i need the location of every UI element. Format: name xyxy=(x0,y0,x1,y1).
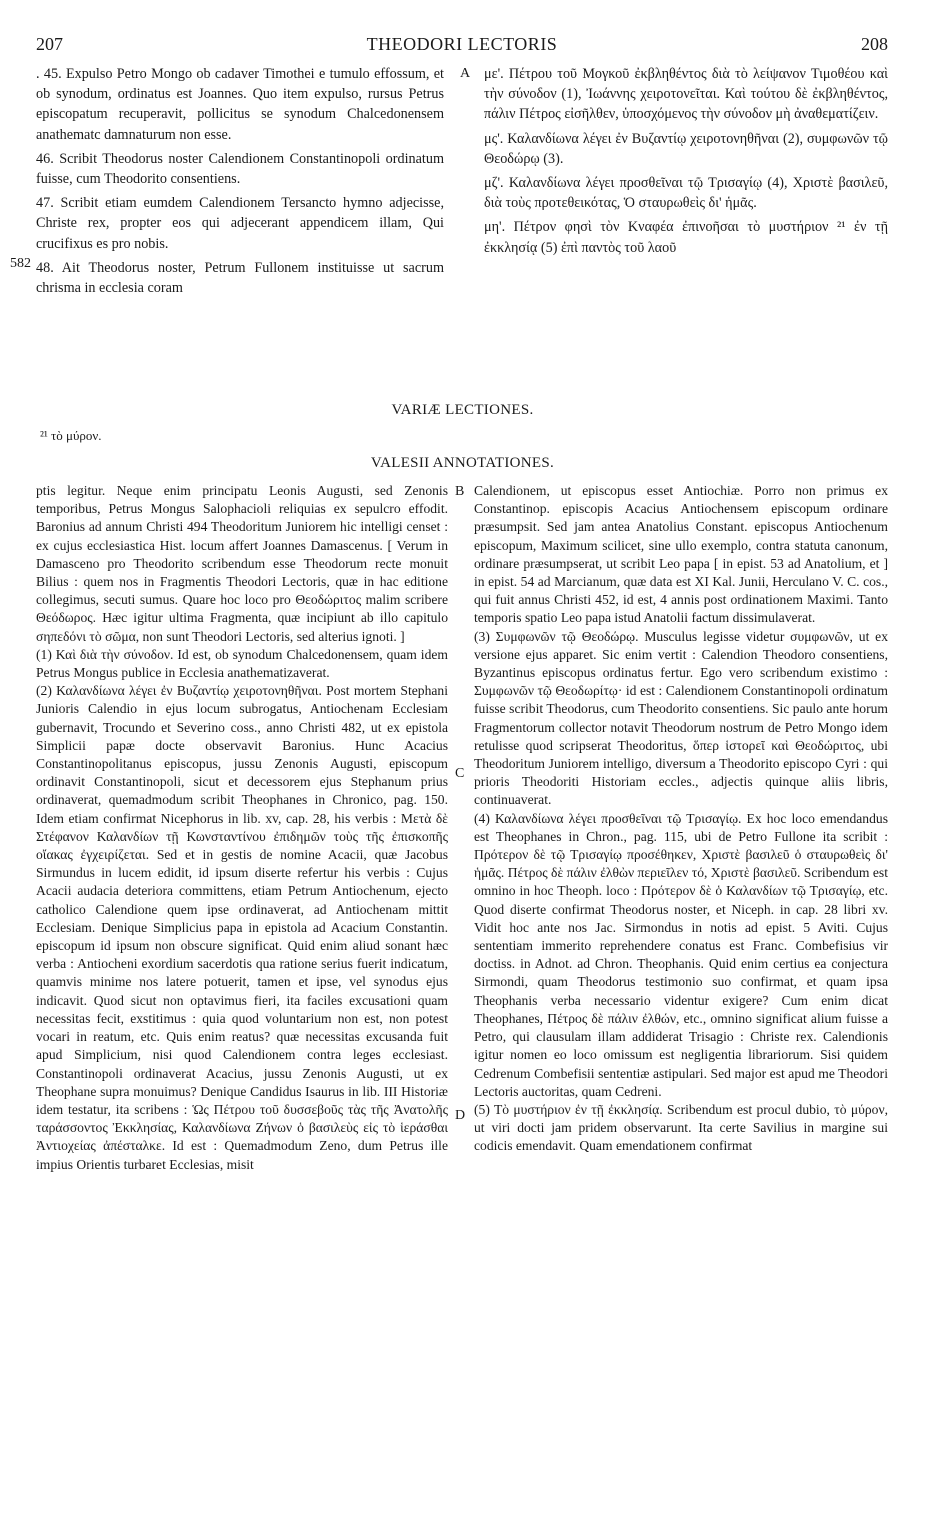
margin-letter-b: B xyxy=(455,484,465,499)
margin-letter-a: A xyxy=(460,66,471,81)
latin-paragraph-46: 46. Scribit Theodorus noster Calendionem Constantinopoli ordinatum fuisse, cum Theodorito consentiens. xyxy=(36,150,444,188)
annotation-continuation: ptis legitur. Neque enim principatu Leonis Augusti, sed Zenonis temporibus, Petrus Mongus Salophacioli reliquias ex sepulcro effodit. Baronius ad annum Christi 494 Theodoritum Juniorem hic intelligi censet : ex cujus ecclesiastica Hist. locum affert Joannes Damascenus. [ Verum in Damasceno pro Theodorito scribendum esse Theodorum recte monuit Bilius : quem nos in Fragmentis Theodori Lectoris, quæ in hac editione collegimus, secuti sumus. Quare hoc loco pro Θεοδώριτος malim scribere Θεόδωρος. Hæc igitur ultima Fragmenta, quæ incipiunt ab illo capitulo σηπεδόνι τὸ σῶμα, non sunt Theodori Lectoris, sed alterius ignoti. ] xyxy=(36,483,448,644)
greek-paragraph-45: με'. Πέτρου τοῦ Μογκοῦ ἐκβληθέντος διὰ τὸ λείψανον Τιμοθέου καὶ τὴν σύνοδον (1), Ἰωάννης χειροτονεῖται. Καὶ τούτου δὲ ἐκβληθέντος, πάλιν Πέτρος εἰσῆλθεν, ὑποσχόμενος τὴν σύνοδον μὴ ἀναθεματίζειν. xyxy=(484,66,888,123)
page-number-right: 208 xyxy=(861,34,888,54)
annotations-left-column xyxy=(36,482,448,1174)
annotation-note-1: (1) Καὶ διὰ τὴν σύνοδον. Id est, ob synodum Chalcedonensem, quam idem Petrus Mongus publice in Ecclesia anathematizaverat. xyxy=(36,646,448,681)
annotation-note-2-continued: Calendionem, ut episcopus esset Antiochiæ. Porro non primus ex Constantinop. episcopis Acacius Antiochensem episcopum ordinare præsumpsit. Sed jam antea Anatolius Constant. episcopus Antiochenum episcopum, Maximum scilicet, sine ullo exemplo, contra statuta canonum, ordinare præsumpserat, ut scribit Leo papa [ in epist. 53 ad Anatolium, et ] in epist. 54 ad Marcianum, quæ data est XI Kal. Junii, Herculano V. C. cos., qui fuit annus Christi 452, id est, 4 annis post ordinationem Maximi. Tanto temporis spatio Leo papa istud Anatolii factum dissimulaverat. xyxy=(474,483,888,626)
greek-paragraph-46: μς'. Καλανδίωνα λέγει ἐν Βυζαντίῳ χειροτονηθῆναι (2), συμφωνῶν τῷ Θεοδώρῳ (3). xyxy=(484,130,888,167)
greek-paragraph-48: μη'. Πέτρον φησὶ τὸν Κναφέα ἐπινοῆσαι τὸ μυστήριον ²¹ ἐν τῇ ἐκκλησίᾳ (5) ἐπὶ παντὸς τοῦ λαοῦ xyxy=(484,219,888,256)
annotation-note-5: (5) Τὸ μυστήριον ἐν τῇ ἐκκλησίᾳ. Scribendum est procul dubio, τὸ μύρον, ut viri docti jam pridem observarunt. Ita certe Savilius in margine sui codicis emendavit. Quam emendationem confirmat xyxy=(474,1101,888,1154)
margin-letter-c: C xyxy=(455,766,465,781)
margin-letter-d: D xyxy=(455,1108,466,1123)
variae-lectiones-heading: VARIÆ LECTIONES. xyxy=(391,402,534,418)
running-title: THEODORI LECTORIS xyxy=(366,34,558,54)
page-number-left: 207 xyxy=(36,34,63,54)
annotation-note-2: (2) Καλανδίωνα λέγει ἐν Βυζαντίῳ χειροτονηθῆναι. Post mortem Stephani Junioris Calendio in ejus locum subrogatus, Antiochenam Ecclesiam gubernavit, Trocundo et Severino coss., anno Christi 482, ut ex epistola Simplicii papæ docte observavit Baronius. Hunc Acacius Constantinopolitanus episcopus, jussu Zenonis Augusti, episcopum ordinavit Constantinopoli, sicut et decessorem ejus Stephanum prius ordinaverat, quemadmodum scribit Theophanes in Chronico, pag. 150. Idem etiam confirmat Nicephorus in lib. xv, cap. 28, his verbis : Μετὰ δὲ Στέφανον Καλανδίων τῇ Κωνσταντίνου ἐπιδημῶν τοὺς τῆς ἐπισκοπῆς οἴακας ἐγχειρίζεται. Sed et in gestis de nomine Acacii, quæ Jacobus Sirmundus in lucem edidit, id ipsum diserte refertur his verbis : Cujus Acacii audacia deteriora committens, etiam Petrum Antiochenum, ejecto catholico Calendione quem ipse ordinaverat, ad Antiochenam mittit Ecclesiam. Denique Simplicius papa in epistola ad Acacium Constantin. episcopum id ipsum non obscure significat. Quid enim aliud sonant hæc verba : Antiocheni exordium sacerdotis qua ratione serius fuerit indicatum, quamvis minime nos latere potuerit, tamen et ipse, vel synodus ejus indicavit. Quod sicut non optavimus fieri, ita faciles excusationi quam necessitas fecit, exstitimus : quia quod voluntarium non est, non potest vocari in reatum, etc. Quis enim reatus? quæ necessitas excusanda fuit apud Simplicium, nisi quod Calendionem contra leges ecclesiast. Constantinopoli ordinaverat Acacius, jussu Zenonis Augusti, ut ex Theophane supra monuimus? Denique Candidus Isaurus in lib. III Historiæ idem testatur, ita scribens : Ὡς Πέτρου τοῦ δυσσεβοῦς τὰς τῆς Ἀνατολῆς ταράσσοντος Ἐκκλησίας, Καλανδίωνα Ζήνων ὁ βασιλεὺς εἰς τὸ ἱεράσθαι Ἀντιοχείας ἀπέσταλκε. Id est : Quemadmodum Zeno, dum Petrus ille impius Orientis turbaret Ecclesias, misit xyxy=(36,683,448,1172)
running-header xyxy=(36,34,888,56)
variant-reading-note: ²¹ τὸ μύρον. xyxy=(40,428,102,443)
annotation-note-3: (3) Συμφωνῶν τῷ Θεοδώρῳ. Musculus legisse videtur συμφωνῶν, ut ex versione ejus apparet. Sic enim vertit : Calendion Theodoro consentiens, Byzantinus episcopus ordinatus fertur. Ego vero scribendum existimo : Συμφωνῶν τῷ Θεοδωρίτῳ· id est : Calendionem Constantinopoli ordinatum fuisse scribit Theodorus, cum Theodorito consentiens. Sic paulo ante horum Fragmentorum collector notavit Theodorum nostrum de Petro Mongo idem retulisse quod scripserat Theodoritus, ὅπερ ἱστορεῖ καὶ Θεοδώριτος, ubi Theodoritum Juniorem intelligo, diversum a Theodorito episcopo Cyri : qui prioris Theodoriti Historiam eccles., adjectis quinque aliis libris, continuaverat. xyxy=(474,628,888,808)
valesii-annotationes-heading: VALESII ANNOTATIONES. xyxy=(370,455,555,471)
greek-paragraph-47: μζ'. Καλανδίωνα λέγει προσθεῖναι τῷ Τρισαγίῳ (4), Χριστὲ βασιλεῦ, διὰ τοὺς προτεθεικότας, Ὁ σταυρωθεὶς δι' ἡμᾶς. xyxy=(484,175,888,212)
greek-text-column xyxy=(484,64,888,262)
latin-text-column xyxy=(36,64,444,302)
margin-number-582: 582 xyxy=(10,256,31,271)
latin-paragraph-47: 47. Scribit etiam eumdem Calendionem Tersancto hymno adjecisse, Christe rex, propter eos qui adjecerant appendicem illam, Qui crucifixus es pro nobis. xyxy=(36,195,444,252)
latin-paragraph-45: . 45. Expulso Petro Mongo ob cadaver Timothei e tumulo effossum, et ob synodum, ordinatus est Joannes. Quo item expulso, rursus Petrus episcopatum recuperavit, pollicitus se synodum Chalcedonensem anathematc damnaturum non esse. xyxy=(36,66,444,143)
annotation-note-4: (4) Καλανδίωνα λέγει προσθεῖναι τῷ Τρισαγίῳ. Ex hoc loco emendandus est Theophanes in Chron., pag. 115, ubi de Petro Fullone ita scribit : Πρότερον δὲ τῷ Τρισαγίῳ προσέθηκεν, Χριστὲ βασιλεῦ ὁ σταυρωθεὶς δι' ἡμᾶς. Πέτρος δὲ πάλιν ἐλθὼν περιεῖλεν τό, Χριστὲ βασιλεῦ. Scribendum est omnino in hoc Theoph. loco : Πρότερον δὲ ὁ Καλανδίων τῷ Τρισαγίῳ, etc. Quod diserte confirmat Theodorus noster, et Niceph. in cap. 28 libri xv. Vidit hoc ante nos Jac. Sirmondus in notis ad epist. 5 Aviti. Cujus sententiam immerito reprehendere conatus est Franc. Combefisius vir doctiss. in Adnot. ad Chron. Theophanis. Quid enim certius ea conjectura Sirmondi, quam Theodorus testimonio suo confirmat, et quam ipsa Theophanis verba necessario videntur exigere? Cum enim dicat Theophanes, Πέτρος δὲ πάλιν ἐλθών, etc., omnino significat alium fuisse a Petro, qui clausulam illam addiderat Trisagio : Christe rex. Calendionis igitur nomen eo loco omissum est negligentia librariorum. Sisi quidem Cedrenum Combefisii sententiæ astipulari. Sed major est apud me Theodori Lectoris auctoritas, quam Cedreni. xyxy=(474,810,888,1099)
latin-paragraph-48: 48. Ait Theodorus noster, Petrum Fullonem instituisse ut sacrum chrisma in ecclesia coram xyxy=(36,259,444,297)
annotations-right-column xyxy=(474,482,888,1156)
